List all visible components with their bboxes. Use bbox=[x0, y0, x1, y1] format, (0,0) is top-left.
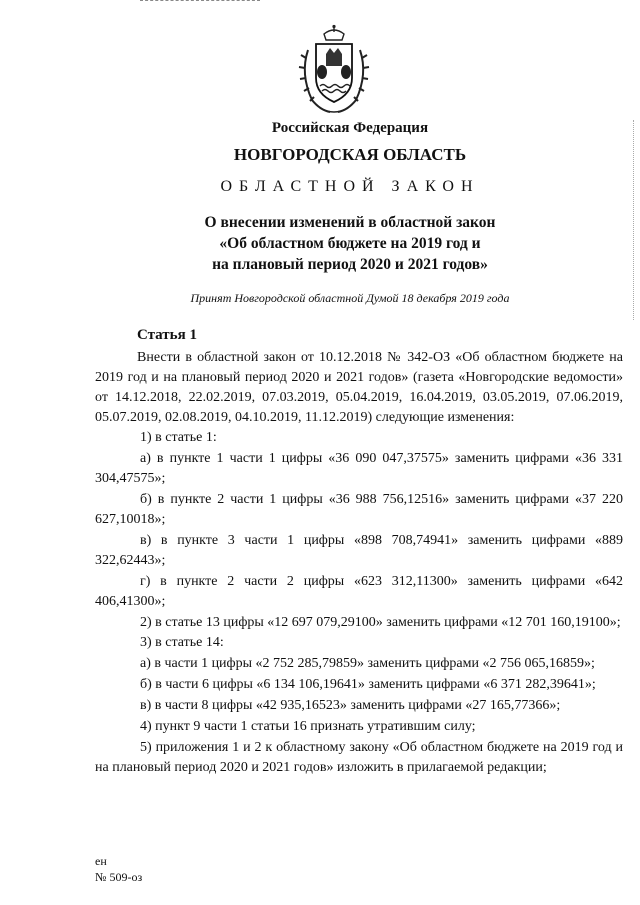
list-item: 2) в статье 13 цифры «12 697 079,29100» заменить цифрами «12 701 160,19100»; bbox=[140, 615, 621, 630]
list-item: 4) пункт 9 части 1 статьи 16 признать утратившим силу; bbox=[140, 719, 476, 734]
region-heading: НОВГОРОДСКАЯ ОБЛАСТЬ bbox=[233, 145, 467, 164]
list-item: г) в пункте 2 части 2 цифры «623 312,11300» заменить цифрами «642 406,41300»; bbox=[95, 574, 623, 609]
law-title-line: на плановый период 2020 и 2021 годов» bbox=[212, 256, 488, 273]
executor-initials: ен bbox=[95, 854, 107, 868]
list-item: а) в пункте 1 части 1 цифры «36 090 047,37575» заменить цифрами «36 331 304,47575»; bbox=[95, 451, 623, 486]
list-item: 3) в статье 14: bbox=[140, 635, 224, 650]
document-footer bbox=[95, 853, 142, 885]
list-item: в) в части 8 цифры «42 935,16523» заменить цифрами «27 165,77366»; bbox=[140, 698, 561, 713]
article-body bbox=[95, 348, 623, 778]
list-item: б) в части 6 цифры «6 134 106,19641» заменить цифрами «6 371 282,39641»; bbox=[140, 677, 596, 692]
scan-artifact-top bbox=[140, 0, 260, 3]
list-item: 5) приложения 1 и 2 к областному закону «Об областном бюджете на 2019 год и на плановый период 2020 и 2021 годов» изложить в прилагаемой редакции; bbox=[95, 740, 623, 775]
list-item: 1) в статье 1: bbox=[140, 430, 217, 445]
law-title bbox=[60, 212, 640, 275]
federation-heading: Российская Федерация bbox=[271, 120, 429, 136]
law-title-line: О внесении изменений в областной закон bbox=[204, 214, 496, 231]
list-item: б) в пункте 2 части 1 цифры «36 988 756,12516» заменить цифрами «37 220 627,10018»; bbox=[95, 492, 623, 527]
list-item: а) в части 1 цифры «2 752 285,79859» заменить цифрами «2 756 065,16859»; bbox=[140, 656, 595, 671]
law-title-line: «Об областном бюджете на 2019 год и bbox=[219, 235, 481, 252]
article-heading: Статья 1 bbox=[137, 327, 197, 343]
coat-of-arms-icon bbox=[296, 24, 372, 116]
adoption-note: Принят Новгородской областной Думой 18 декабря 2019 года bbox=[190, 291, 510, 305]
list-item: в) в пункте 3 части 1 цифры «898 708,74941» заменить цифрами «889 322,62443»; bbox=[95, 533, 623, 568]
article-intro: Внести в областной закон от 10.12.2018 № 342-ОЗ «Об областном бюджете на 2019 год и на плановый период 2020 и 2021 годов» (газета «Новгородские ведомости» от 14.12.2018, 22.02.2019, 07.03.2019, 05.04.2019, 16.04.2019, 03.05.2019, 07.06.2019, 05.07.2019, 02.08.2019, 04.10.2019, 11.12.2019) следующие изменения: bbox=[95, 350, 623, 425]
law-number: № 509-оз bbox=[95, 870, 143, 884]
law-type-heading: ОБЛАСТНОЙ ЗАКОН bbox=[220, 178, 480, 195]
